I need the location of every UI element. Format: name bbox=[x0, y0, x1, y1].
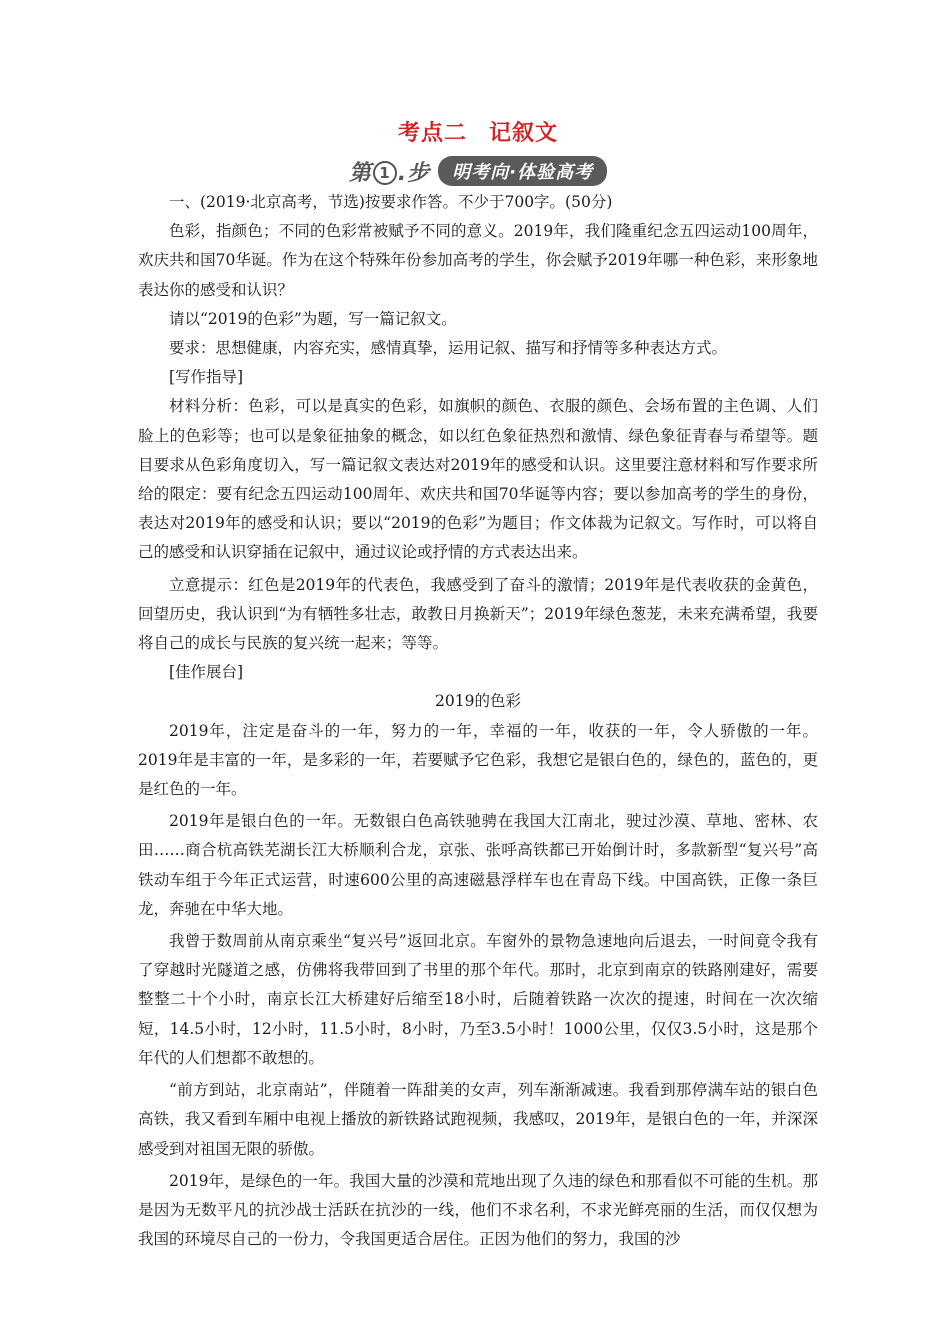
guide-ideas: 立意提示：红色是2019年的代表色，我感受到了奋斗的激情；2019年是代表收获的金黄色，回望历史，我认识到“为有牺牲多壮志，敢教日月换新天”；2019年绿色葱茏，未来充满希望，我要将自己的成长与民族的复兴统一起来；等等。 bbox=[138, 575, 818, 653]
essay-paragraph: 2019年，是绿色的一年。我国大量的沙漠和荒地出现了久违的绿色和那看似不可能的生机。那是因为无数平凡的抗沙战士活跃在抗沙的一线，他们不求名利，不求光鲜亮丽的生活，而仅仅想为我国的环境尽自己的一份力，令我国更适合居住。正因为他们的努力，我国的沙 bbox=[138, 1171, 818, 1249]
title-topic-number: 考点二 bbox=[397, 121, 467, 146]
essay-paragraph: 我曾于数周前从南京乘坐“复兴号”返回北京。车窗外的景物急速地向后退去，一时间竟令我有了穿越时光隧道之感，仿佛将我带回到了书里的那个年代。那时，北京到南京的铁路刚建好，需要整整二十个小时，南京长江大桥建好后缩至18小时，后随着铁路一次次的提速，时间在一次次缩短，14.5小时，12小时，11.5小时，8小时，乃至3.5小时！1000公里，仅仅3.5小时，这是那个年代的人们想都不敢想的。 bbox=[138, 932, 818, 1067]
question-intro: 一、(2019·北京高考，节选)按要求作答。不少于700字。(50分) bbox=[169, 193, 613, 211]
essay-paragraph: 2019年是银白色的一年。无数银白色高铁驰骋在我国大江南北，驶过沙漠、草地、密林、农田……商合杭高铁芜湖长江大桥顺利合龙，京张、张呼高铁都已开始倒计时，多款新型“复兴号”高铁动车组于今年正式运营，时速600公里的高速磁悬浮样车也在青岛下线。中国高铁，正像一条巨龙，奔驰在中华大地。 bbox=[138, 812, 818, 918]
guide-analysis: 材料分析：色彩，可以是真实的色彩，如旗帜的颜色、衣服的颜色、会场布置的主色调、人们脸上的色彩等；也可以是象征抽象的概念，如以红色象征热烈和激情、绿色象征青春与希望等。题目要求从色彩角度切入，写一篇记叙文表达对2019年的感受和认识。这里要注意材料和写作要求所给的限定：要有纪念五四运动100周年、欢庆共和国70华诞等内容；要以参加高考的学生的身份，表达对2019年的感受和认识；要以“2019的色彩”为题目；作文体裁为记叙文。写作时，可以将自己的感受和认识穿插在记叙中，通过议论或抒情的方式表达出来。 bbox=[138, 397, 818, 562]
step-label: 第 1 .步 bbox=[348, 160, 431, 186]
step-number-circle: 1 bbox=[373, 161, 397, 185]
step-banner bbox=[138, 156, 818, 186]
question-task: 请以“2019的色彩”为题，写一篇记叙文。 bbox=[169, 309, 457, 328]
essay-title: 2019的色彩 bbox=[435, 692, 521, 711]
step-pill: 明考向·体验高考 bbox=[438, 156, 607, 186]
guide-heading: [写作指导] bbox=[169, 368, 244, 387]
essay-heading: [佳作展台] bbox=[169, 663, 244, 682]
question-material: 色彩，指颜色；不同的色彩常被赋予不同的意义。2019年，我们隆重纪念五四运动100周年，欢庆共和国70华诞。作为在这个特殊年份参加高考的学生，你会赋予2019年哪一种色彩，来形象地表达你的感受和认识？ bbox=[138, 222, 818, 299]
essay-paragraph: 2019年，注定是奋斗的一年，努力的一年，幸福的一年，收获的一年，令人骄傲的一年。2019年是丰富的一年，是多彩的一年，若要赋予它色彩，我想它是银白色的，绿色的，蓝色的，更是红色的一年。 bbox=[138, 721, 818, 799]
page-title bbox=[138, 118, 818, 150]
title-topic-name: 记叙文 bbox=[489, 121, 559, 146]
question-requirements: 要求：思想健康，内容充实，感情真挚，运用记叙、描写和抒情等多种表达方式。 bbox=[169, 339, 728, 358]
essay-paragraph: “前方到站，北京南站”，伴随着一阵甜美的女声，列车渐渐减速。我看到那停满车站的银白色高铁，我又看到车厢中电视上播放的新铁路试跑视频，我感叹，2019年，是银白色的一年，并深深感受到对祖国无限的骄傲。 bbox=[138, 1081, 818, 1158]
